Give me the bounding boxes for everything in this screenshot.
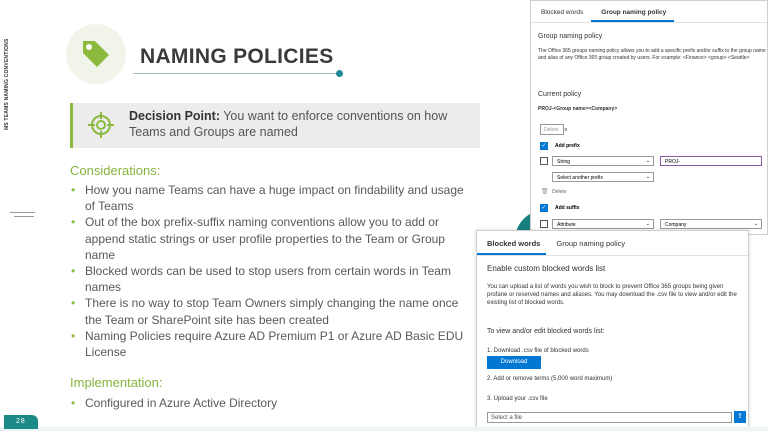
implementation-list — [70, 395, 470, 411]
panel-heading: Group naming policy — [538, 33, 603, 40]
page-title: NAMING POLICIES — [140, 45, 334, 68]
group-naming-policy-panel — [530, 0, 768, 235]
suffix-row-checkbox[interactable] — [540, 220, 548, 228]
suffix-value-select[interactable] — [660, 219, 762, 229]
title-underline — [133, 73, 338, 74]
chevron-down-icon: ⌄ — [645, 221, 650, 227]
chevron-down-icon: ⌄ — [645, 174, 650, 180]
another-prefix-placeholder: Select another prefix — [557, 175, 603, 181]
step-1: 1. Download .csv file of blocked words — [487, 348, 589, 354]
blocked-words-panel — [476, 230, 749, 428]
prefix-type-select[interactable] — [552, 156, 654, 166]
another-prefix-select[interactable] — [552, 172, 654, 182]
suffix-value: Company — [665, 222, 687, 228]
suffix-type-value: Attribute — [557, 222, 576, 228]
delete-tooltip-trailing: o — [564, 127, 568, 133]
delete-tooltip[interactable] — [540, 124, 568, 135]
blocked-words-subheading: To view and/or edit blocked words list: — [487, 328, 605, 335]
tag-icon — [79, 37, 113, 71]
step-3: 3. Upload your .csv file — [487, 396, 548, 402]
decorative-line — [14, 216, 34, 217]
delete-label[interactable]: Delete — [552, 189, 567, 195]
list-item: • Configured in Azure Active Directory — [70, 395, 470, 411]
panel-description: You can upload a list of words you wish to block to prevent Office 365 groups being given profane or reserved names and aliases. You may download the .csv file to view and/or edit the existing list of blocked words. — [487, 284, 737, 306]
prefix-type-value: String — [557, 159, 571, 165]
add-suffix-checkbox[interactable]: ✓ — [541, 205, 547, 211]
tab-group-naming-policy[interactable]: Group naming policy — [591, 1, 674, 22]
prefix-row-checkbox[interactable] — [540, 157, 548, 165]
add-prefix-checkbox[interactable]: ✓ — [541, 143, 547, 149]
decorative-line — [10, 212, 35, 213]
tab-blocked-words[interactable]: Blocked words — [541, 9, 584, 16]
decision-point-box — [70, 103, 480, 148]
list-item: • Naming Policies require Azure AD Premium P1 or Azure AD Basic EDU License — [70, 328, 470, 360]
bottom-strip — [0, 427, 768, 431]
panel-tabs — [531, 1, 767, 23]
vertical-section-label: MS TEAMS NAMING CONVENTIONS — [4, 38, 10, 130]
considerations-list — [70, 182, 470, 360]
suffix-type-select[interactable] — [552, 219, 654, 229]
tab-group-naming-policy[interactable]: Group naming policy — [556, 239, 626, 248]
add-prefix-label: Add prefix — [555, 143, 580, 149]
list-item: • There is no way to stop Team Owners simply changing the name once the Team or SharePoint site has been created — [70, 295, 470, 327]
delete-tooltip-label: Delete — [544, 127, 559, 133]
panel-tabs — [477, 231, 748, 256]
list-item: • How you name Teams can have a huge impact on findability and usage of Teams — [70, 182, 470, 214]
step-2: 2. Add or remove terms (5,000 word maximum) — [487, 376, 613, 382]
decision-text — [129, 108, 474, 140]
download-button[interactable]: Download — [487, 356, 541, 369]
chevron-down-icon: ⌄ — [645, 158, 650, 164]
current-policy-value: PROJ-<Group name><Company> — [538, 106, 618, 112]
page-number: 28 — [4, 415, 38, 429]
upload-icon[interactable]: ⇪ — [734, 411, 746, 423]
prefix-value-input[interactable]: PROJ- — [660, 156, 762, 166]
tab-blocked-words[interactable]: Blocked words — [477, 231, 546, 255]
target-icon — [87, 111, 115, 139]
panel-description: The Office 365 groups naming policy allows you to add a specific prefix and/or suffix to the group name and alias of any Office 365 group created by users. For example: <Finance> <group> <Seattle> — [538, 48, 766, 61]
chevron-down-icon: ⌄ — [753, 221, 758, 227]
current-policy-heading: Current policy — [538, 91, 582, 98]
add-suffix-label: Add suffix — [555, 205, 580, 211]
panel-heading: Enable custom blocked words list — [487, 264, 606, 273]
list-item: • Blocked words can be used to stop users from certain words in Team names — [70, 263, 470, 295]
list-item: • Out of the box prefix-suffix naming conventions allow you to add or append static strings or user profile properties to the Team or Group name — [70, 214, 470, 263]
implementation-heading: Implementation: — [70, 375, 163, 390]
considerations-heading: Considerations: — [70, 163, 161, 178]
tag-icon-circle — [66, 24, 126, 84]
decision-label: Decision Point: — [129, 109, 220, 123]
title-underline-dot — [336, 70, 343, 77]
decision-body: You want to enforce conventions on how Teams and Groups are named — [129, 109, 448, 139]
file-input[interactable]: Select a file — [487, 412, 732, 423]
trash-icon[interactable]: 🗑 — [541, 189, 549, 195]
